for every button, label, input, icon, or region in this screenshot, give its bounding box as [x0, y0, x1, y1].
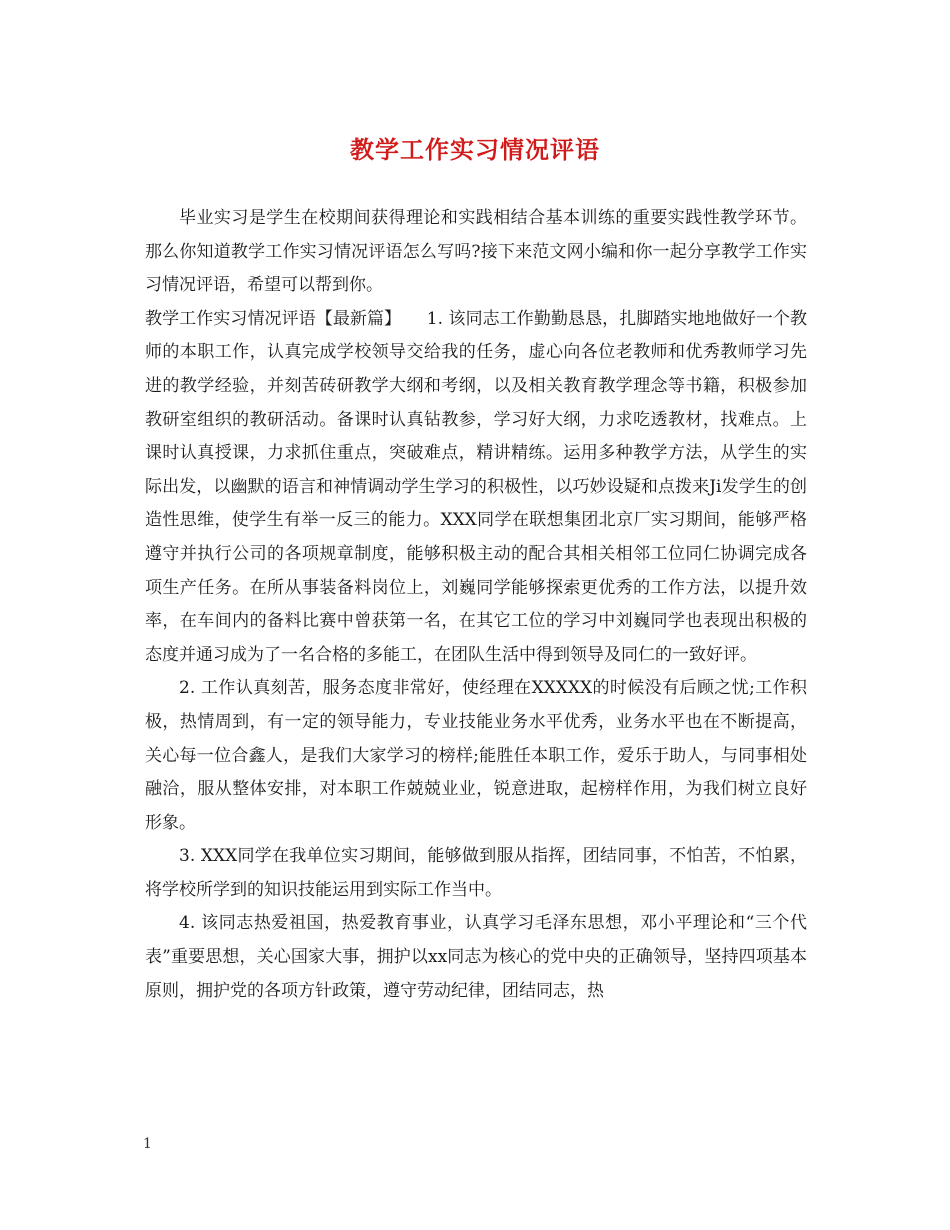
item-1-paragraph — [145, 303, 807, 673]
item-4-paragraph: 4. 该同志热爱祖国，热爱教育事业，认真学习毛泽东思想，邓小平理论和“三个代表”重要思想，关心国家大事，拥护以xx同志为核心的党中央的正确领导，坚持四项基本原则，拥护党的各项方针政策，遵守劳动纪律，团结同志，热 — [145, 913, 807, 1001]
page-number: 1 — [143, 1136, 152, 1152]
document-body — [145, 202, 807, 1008]
intro-paragraph: 毕业实习是学生在校期间获得理论和实践相结合基本训练的重要实践性教学环节。那么你知道教学工作实习情况评语怎么写吗?接下来范文网小编和你一起分享教学工作实习情况评语，希望可以帮到你。 — [145, 208, 807, 296]
item-3-paragraph: 3. XXX同学在我单位实习期间，能够做到服从指挥，团结同事，不怕苦，不怕累，将学校所学到的知识技能运用到实际工作当中。 — [145, 846, 807, 900]
section-heading: 教学工作实习情况评语【最新篇】 — [145, 308, 393, 329]
item-1-text: 1. 该同志工作勤勤恳恳，扎脚踏实地地做好一个教师的本职工作，认真完成学校领导交给我的任务，虚心向各位老教师和优秀教师学习先进的教学经验，并刻苦砖研教学大纲和考纲，以及相关教育教学理念等书籍，积极参加教研室组织的教研活动。备课时认真钻教参，学习好大纲，力求吃透教材，找难点。上课时认真授课，力求抓住重点，突破难点，精讲精练。运用多种教学方法，从学生的实际出发，以幽默的语言和神情调动学生学习的积极性，以巧妙设疑和点拨来Ji发学生的创造性思维，使学生有举一反三的能力。XXX同学在联想集团北京厂实习期间，能够严格遵守并执行公司的各项规章制度，能够积极主动的配合其相关相邻工位同仁协调完成各项生产任务。在所从事装备料岗位上，刘巍同学能够探索更优秀的工作方法，以提升效率，在车间内的备料比赛中曾获第一名，在其它工位的学习中刘巍同学也表现出积极的态度并通习成为了一名合格的多能工，在团队生活中得到领导及同仁的一致好评。 — [145, 308, 808, 665]
item-2-paragraph: 2. 工作认真刻苦，服务态度非常好，使经理在XXXXX的时候没有后顾之忧;工作积极，热情周到，有一定的领导能力，专业技能业务水平优秀，业务水平也在不断提高，关心每一位合鑫人，是我们大家学习的榜样;能胜任本职工作，爱乐于助人，与同事相处融洽，服从整体安排，对本职工作兢兢业业，锐意进取，起榜样作用，为我们树立良好形象。 — [145, 678, 807, 833]
document-title: 教学工作实习情况评语 — [350, 135, 600, 164]
